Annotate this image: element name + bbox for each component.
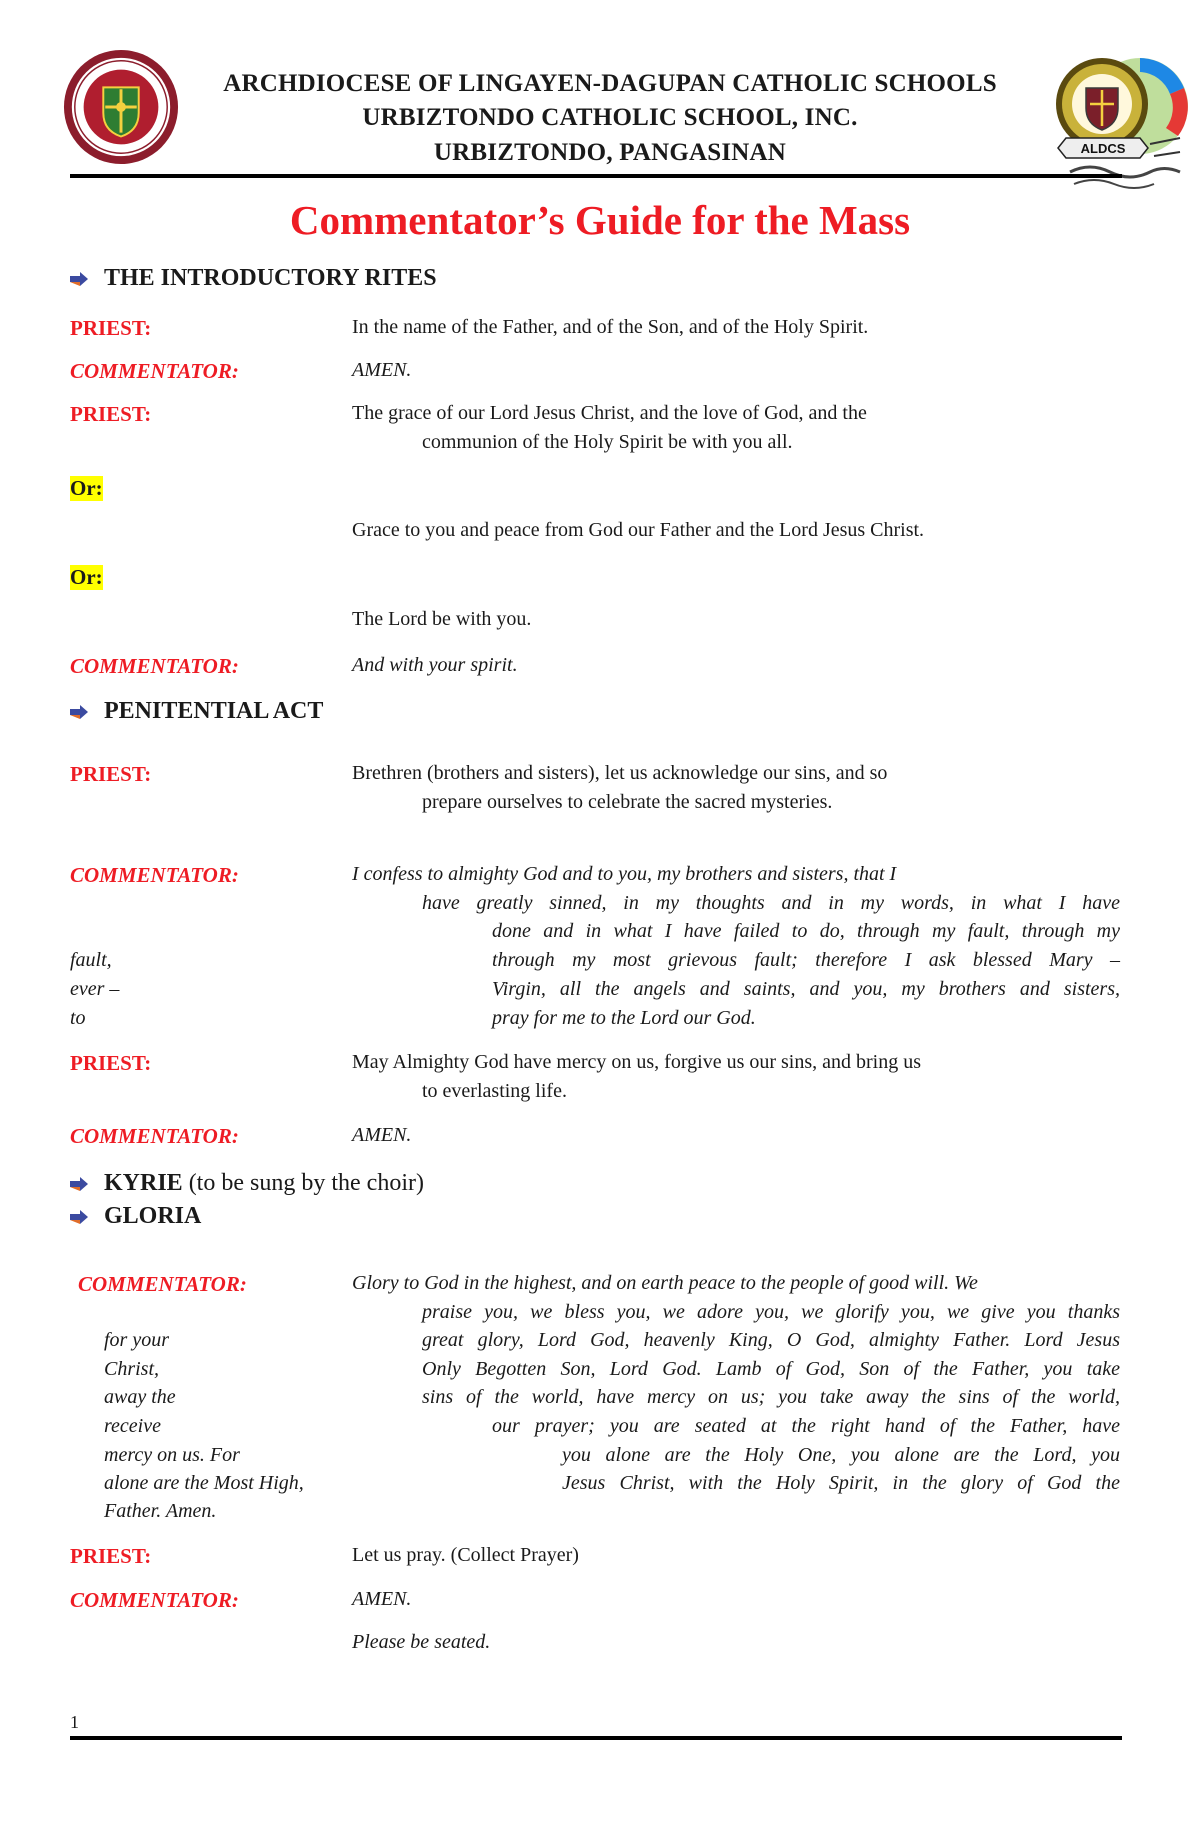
commentator-response: AMEN. (352, 1588, 412, 1610)
or-label: Or: (70, 476, 103, 500)
section-introductory-rites (70, 265, 437, 292)
confiteor-line: have greatly sinned, in my thoughts and in my words, in what I have (422, 892, 1120, 914)
gloria-overflow-text: for your (104, 1329, 169, 1351)
priest-alternative-greeting: Grace to you and peace from God our Father and the Lord Jesus Christ. (352, 519, 925, 541)
confiteor-line: I confess to almighty God and to you, my brothers and sisters, that I (352, 863, 897, 885)
commentator-response: And with your spirit. (352, 654, 518, 676)
confiteor-line: through my most grievous fault; therefore I ask blessed Mary – (492, 949, 1120, 971)
confiteor-line: pray for me to the Lord our God. (492, 1007, 756, 1029)
priest-label: PRIEST: (70, 316, 152, 340)
gloria-line: you alone are the Holy One, you alone are the Lord, you (562, 1444, 1120, 1466)
confiteor-line: done and in what I have failed to do, through my fault, through my (492, 920, 1120, 942)
priest-label: PRIEST: (70, 1544, 152, 1568)
confiteor-line: Virgin, all the angels and saints, and you, my brothers and sisters, (492, 978, 1120, 1000)
gloria-overflow-text: away the (104, 1386, 176, 1408)
commentator-label: COMMENTATOR: (70, 863, 239, 887)
priest-line-continued: to everlasting life. (422, 1080, 567, 1102)
gloria-overflow-text: receive (104, 1415, 161, 1437)
gloria-line: sins of the world, have mercy on us; you take away the sins of the world, (422, 1386, 1120, 1408)
gloria-line: Jesus Christ, with the Holy Spirit, in the glory of God the (562, 1472, 1120, 1494)
section-title: GLORIA (104, 1203, 202, 1229)
priest-line: May Almighty God have mercy on us, forgive us our sins, and bring us (352, 1051, 922, 1073)
commentator-label: COMMENTATOR: (70, 359, 239, 383)
gloria-line: praise you, we bless you, we adore you, we glorify you, we give you thanks (422, 1301, 1120, 1323)
aldcs-logo (1040, 44, 1190, 202)
commentator-instruction: Please be seated. (352, 1631, 491, 1653)
commentator-response: AMEN. (352, 359, 412, 381)
priest-line: Let us pray. (Collect Prayer) (352, 1544, 579, 1566)
gloria-overflow-text: mercy on us. For (104, 1444, 240, 1466)
arrow-bullet-icon (70, 272, 88, 286)
archdiocese-heading: ARCHDIOCESE OF LINGAYEN-DAGUPAN CATHOLIC SCHOOLS (223, 70, 997, 97)
section-kyrie (70, 1170, 424, 1197)
priest-line: In the name of the Father, and of the Son, and of the Holy Spirit. (352, 316, 869, 338)
priest-alternative-greeting: The Lord be with you. (352, 608, 532, 630)
commentator-label: COMMENTATOR: (70, 1588, 239, 1612)
section-title: KYRIE (104, 1170, 183, 1196)
gloria-line: Only Begotten Son, Lord God. Lamb of God, Son of the Father, you take (422, 1358, 1120, 1380)
gloria-overflow-text: Christ, (104, 1358, 160, 1380)
school-seal-logo (62, 48, 180, 166)
gloria-line: great glory, Lord God, heavenly King, O God, almighty Father. Lord Jesus (422, 1329, 1120, 1351)
or-label: Or: (70, 565, 103, 589)
gloria-line: our prayer; you are seated at the right hand of the Father, have (492, 1415, 1120, 1437)
commentator-label: COMMENTATOR: (78, 1272, 247, 1296)
commentator-response: AMEN. (352, 1124, 412, 1146)
header-divider (70, 174, 1122, 178)
section-title: THE INTRODUCTORY RITES (104, 265, 437, 291)
confiteor-overflow-word: ever – (70, 978, 120, 1000)
commentator-label: COMMENTATOR: (70, 1124, 239, 1148)
priest-label: PRIEST: (70, 1051, 152, 1075)
priest-line: Brethren (brothers and sisters), let us acknowledge our sins, and so (352, 762, 888, 784)
priest-line: The grace of our Lord Jesus Christ, and the love of God, and the (352, 402, 867, 424)
arrow-bullet-icon (70, 1177, 88, 1191)
section-penitential-act (70, 698, 323, 725)
page-number: 1 (70, 1712, 79, 1732)
section-gloria (70, 1203, 201, 1230)
arrow-bullet-icon (70, 1210, 88, 1224)
location-heading: URBIZTONDO, PANGASINAN (433, 139, 787, 166)
aldcs-logo-text: ALDCS (1080, 141, 1126, 156)
priest-label: PRIEST: (70, 762, 152, 786)
school-name-heading: URBIZTONDO CATHOLIC SCHOOL, INC. (362, 104, 858, 131)
priest-label: PRIEST: (70, 402, 152, 426)
priest-line-continued: communion of the Holy Spirit be with you all. (422, 431, 793, 453)
priest-line-continued: prepare ourselves to celebrate the sacred mysteries. (422, 791, 833, 813)
section-note: (to be sung by the choir) (188, 1170, 424, 1196)
arrow-bullet-icon (70, 705, 88, 719)
page-title: Commentator’s Guide for the Mass (289, 197, 911, 243)
confiteor-overflow-word: fault, (70, 949, 112, 971)
gloria-overflow-text: alone are the Most High, (104, 1472, 304, 1494)
gloria-line: Glory to God in the highest, and on earth peace to the people of good will. We (352, 1272, 978, 1294)
confiteor-overflow-word: to (70, 1007, 86, 1029)
commentator-label: COMMENTATOR: (70, 654, 239, 678)
footer-divider (70, 1736, 1122, 1740)
gloria-overflow-text: Father. Amen. (104, 1500, 217, 1522)
section-title: PENITENTIAL ACT (104, 698, 324, 724)
